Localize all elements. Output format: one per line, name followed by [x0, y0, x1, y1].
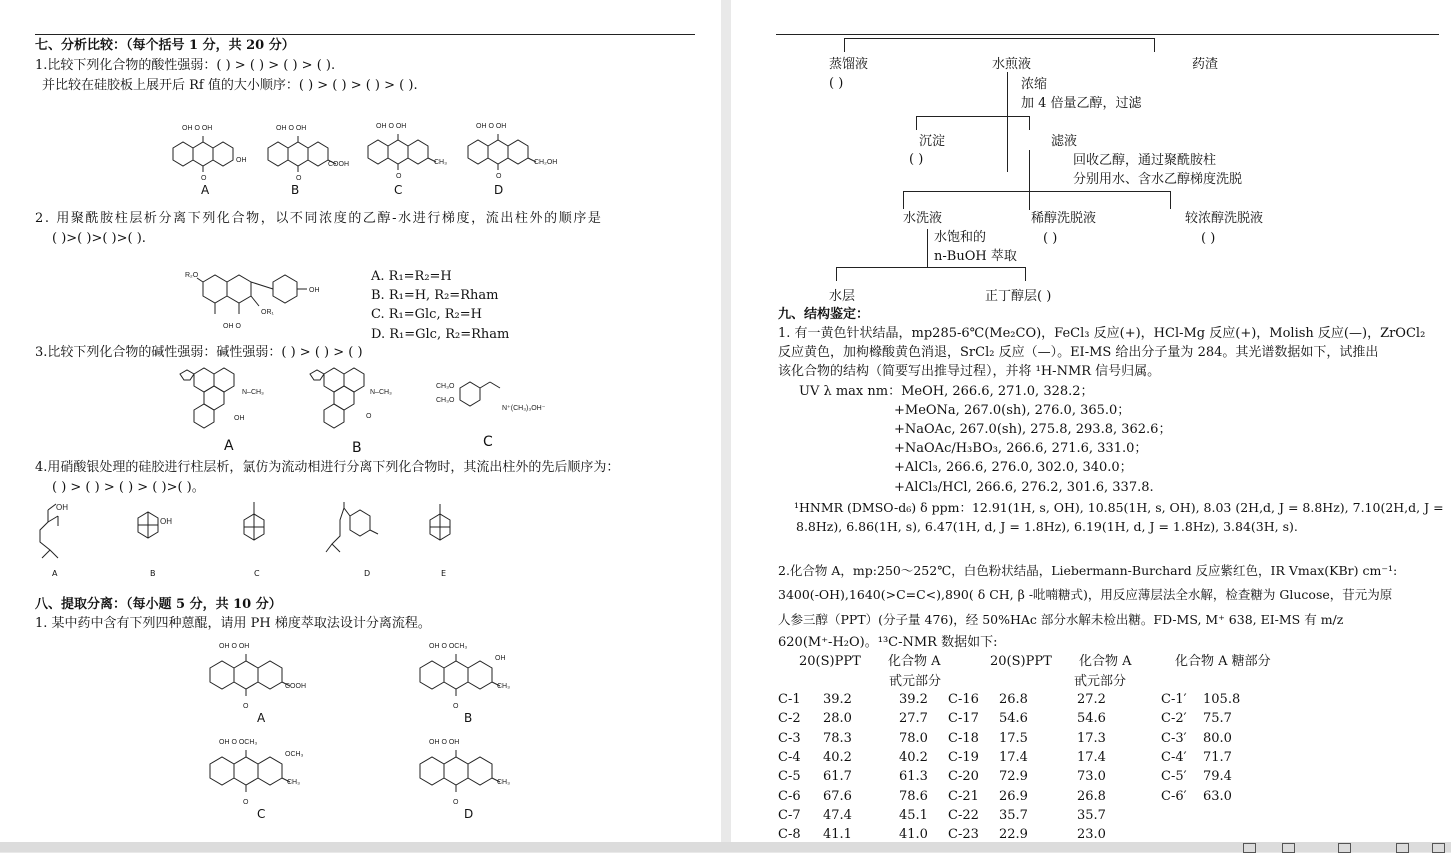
section-7-title: 七、分析比较：（每个括号 1 分，共 20 分）	[35, 38, 295, 53]
svg-text:OH O OCH₃: OH O OCH₃	[429, 643, 468, 650]
table-cell: 17.4	[1077, 749, 1106, 765]
read-mode-icon[interactable]	[1338, 843, 1351, 853]
svg-text:OH O OCH₃: OH O OCH₃	[219, 739, 258, 746]
flow-distillate: 蒸馏液	[829, 57, 869, 72]
uv-line-1: +MeONa, 267.0(sh), 276.0, 365.0；	[894, 403, 1131, 418]
left-page	[0, 0, 721, 852]
q2-line2: ( )>( )>( )>( ).	[52, 231, 146, 246]
uv-line-5: +AlCl₃/HCl, 266.6, 276.2, 301.6, 337.8.	[894, 480, 1154, 495]
svg-text:OH O OH: OH O OH	[376, 123, 407, 130]
table-cell: 71.7	[1203, 749, 1232, 765]
flow-add-ethanol: 加 4 倍量乙醇，过滤	[1021, 96, 1142, 111]
table-cell: C-3′	[1161, 730, 1187, 746]
svg-text:N–CH₃: N–CH₃	[242, 389, 264, 396]
q4-label-a: A	[52, 569, 58, 578]
table-cell: 47.4	[823, 807, 852, 823]
p1-line2: 反应黄色，加枸橼酸黄色消退，SrCl₂ 反应（—）。EI-MS 给出分子量为 284。其光谱数据如下，试推出	[778, 345, 1379, 360]
q4-label-c: C	[254, 569, 260, 578]
nmr-line2: 8.8Hz), 6.86(1H, s), 6.47(1H, d, J = 1.8Hz), 6.19(1H, d, J = 1.8Hz), 3.84(3H, s).	[796, 519, 1298, 534]
table-cell: C-5	[778, 769, 801, 785]
svg-text:O: O	[496, 173, 502, 180]
p2-line4: 620(M⁺-H₂O)。¹³C-NMR 数据如下:	[778, 635, 998, 650]
svg-text:O: O	[243, 703, 249, 710]
q4-label-d: D	[364, 569, 371, 578]
table-cell: 22.9	[999, 827, 1028, 843]
svg-text:O: O	[453, 799, 459, 806]
q4-line2: ( ) > ( ) > ( ) > ( )>( )。	[52, 480, 205, 495]
p2-line2: 3400(-OH),1640(>C=C<),890( δ CH, β -吡喃糖式)，用反应薄层法全水解，检查糖为 Glucose，苷元为原	[778, 587, 1393, 602]
svg-text:OH: OH	[309, 287, 320, 294]
flow-precipitate: 沉淀	[919, 134, 946, 149]
q1-label-a: A	[201, 183, 210, 197]
svg-text:O: O	[453, 703, 459, 710]
nmr-line1: ¹HNMR (DMSO-d₆) δ ppm：12.91(1H, s, OH), 10.85(1H, s, OH), 8.03 (2H,d, J = 8.8Hz), 7.10(2H,d, J =	[794, 500, 1444, 515]
svg-text:O: O	[243, 799, 249, 806]
q4-label-e: E	[441, 569, 447, 578]
flow-sat-water: 水饱和的	[934, 230, 987, 245]
table-cell: 17.5	[999, 730, 1028, 746]
table-cell: 75.7	[1203, 711, 1232, 727]
table-header-sugar: 化合物 A 糖部分	[1175, 654, 1271, 669]
uv-line-3: +NaOAc/H₃BO₃, 266.6, 271.6, 331.0；	[894, 441, 1148, 456]
table-header-a2: 化合物 A	[1079, 654, 1132, 669]
q3-label-a: A	[224, 438, 234, 454]
svg-text:CH₃: CH₃	[434, 159, 447, 166]
flow-butanol-layer: 正丁醇层( )	[985, 289, 1052, 304]
flow-precipitate-blank: ( )	[909, 152, 924, 167]
sec8-label-a: A	[257, 711, 266, 725]
q2-flavonoid-structure	[183, 262, 343, 334]
section-9-title: 九、结构鉴定：	[778, 307, 870, 322]
svg-text:CH₃: CH₃	[497, 683, 510, 690]
table-cell: 40.2	[899, 749, 928, 765]
q3-line: 3.比较下列化合物的碱性强弱：碱性强弱：( ) > ( ) > ( )	[35, 345, 363, 360]
svg-text:R₂O: R₂O	[185, 272, 199, 279]
table-cell: 35.7	[999, 807, 1028, 823]
svg-text:OH: OH	[495, 655, 506, 662]
svg-text:OH O OH: OH O OH	[276, 125, 307, 132]
svg-text:OH O OH: OH O OH	[476, 123, 507, 130]
table-subheader-2: 甙元部分	[1074, 674, 1127, 689]
flow-conc-blank: ( )	[1201, 231, 1216, 246]
q3-label-b: B	[352, 440, 362, 456]
table-cell: 72.9	[999, 769, 1028, 785]
flow-filtrate: 滤液	[1051, 134, 1078, 149]
table-cell: 78.3	[823, 730, 852, 746]
table-cell: 54.6	[1077, 711, 1106, 727]
table-cell: 105.8	[1203, 692, 1241, 707]
table-cell: 78.0	[899, 730, 928, 746]
section-8-q1: 1. 某中药中含有下列四种蒽醌，请用 PH 梯度萃取法设计分离流程。	[35, 616, 431, 631]
table-cell: C-16	[948, 692, 979, 707]
flow-nbuoh: n-BuOH 萃取	[934, 249, 1017, 264]
table-cell: 27.7	[899, 711, 928, 727]
p1-line1: 1. 有一黄色针状结晶，mp285-6℃(Me₂CO)，FeCl₃ 反应(+)，HCl-Mg 反应(+)，Molish 反应(—)，ZrOCl₂	[778, 326, 1426, 341]
svg-text:OH O OH: OH O OH	[182, 125, 213, 132]
q4-terpene-structures	[30, 500, 470, 566]
table-cell: 61.7	[823, 769, 852, 785]
flow-dilute-blank: ( )	[1043, 231, 1058, 246]
uv-line-4: +AlCl₃, 266.6, 276.0, 302.0, 340.0；	[894, 460, 1133, 475]
table-cell: 61.3	[899, 769, 928, 785]
flow-distillate-blank: ( )	[829, 76, 844, 91]
table-cell: 73.0	[1077, 769, 1106, 785]
q1-line2: 并比较在硅胶板上展开后 Rf 值的大小顺序：( ) > ( ) > ( ) > ( ).	[42, 78, 418, 93]
table-cell: 80.0	[1203, 730, 1232, 746]
table-cell: C-2	[778, 711, 801, 727]
table-cell: 40.2	[823, 749, 852, 765]
table-cell: 35.7	[1077, 807, 1106, 823]
table-cell: C-8	[778, 827, 801, 843]
q1-label-d: D	[494, 183, 504, 197]
q2-option-a: A. R₁=R₂=H	[371, 269, 452, 284]
table-cell: 17.3	[1077, 730, 1106, 746]
svg-text:O: O	[201, 175, 207, 182]
svg-text:N–CH₃: N–CH₃	[370, 389, 392, 396]
q2-option-b: B. R₁=H, R₂=Rham	[371, 288, 499, 303]
table-cell: 23.0	[1077, 827, 1106, 843]
table-cell: C-4′	[1161, 749, 1187, 765]
svg-text:OR₁: OR₁	[261, 309, 274, 316]
uv-line-2: +NaOAc, 267.0(sh), 275.8, 293.8, 362.6；	[894, 422, 1172, 437]
q2-option-c: C. R₁=Glc, R₂=H	[371, 307, 482, 322]
flow-water-layer: 水层	[829, 289, 856, 304]
sec8-label-d: D	[464, 807, 474, 821]
q3-alkaloid-structures	[170, 368, 570, 440]
svg-text:OH: OH	[160, 517, 172, 526]
svg-text:N⁺(CH₃)₃OH⁻: N⁺(CH₃)₃OH⁻	[502, 405, 546, 412]
table-cell: C-6′	[1161, 788, 1187, 804]
top-rule	[35, 34, 695, 35]
table-cell: C-18	[948, 730, 979, 746]
table-cell: C-20	[948, 769, 979, 785]
table-cell: 26.8	[1077, 788, 1106, 804]
svg-text:O: O	[296, 175, 302, 182]
table-subheader-1: 甙元部分	[889, 674, 942, 689]
right-page	[731, 0, 1451, 852]
table-cell: C-21	[948, 788, 979, 804]
flow-residue: 药渣	[1192, 57, 1219, 72]
q4-line1: 4.用硝酸银处理的硅胶进行柱层析，氯仿为流动相进行分离下列化合物时，其流出柱外的先后顺序为：	[35, 460, 620, 475]
svg-text:OH: OH	[56, 503, 68, 512]
table-cell: 45.1	[899, 807, 928, 823]
table-cell: C-3	[778, 730, 801, 746]
table-cell: 27.2	[1077, 692, 1106, 707]
table-cell: 67.6	[823, 788, 852, 804]
table-cell: 41.0	[899, 827, 928, 843]
table-cell: 28.0	[823, 711, 852, 727]
sec8-label-c: C	[257, 807, 266, 821]
svg-text:CH₂OH: CH₂OH	[534, 159, 558, 166]
sec8-label-b: B	[464, 711, 473, 725]
table-cell: 39.2	[899, 692, 928, 707]
q3-label-c: C	[483, 434, 493, 450]
page-view-icon[interactable]	[1243, 843, 1256, 853]
table-cell: 39.2	[823, 692, 852, 707]
table-header-ppt2: 20(S)PPT	[990, 654, 1052, 669]
table-cell: C-7	[778, 807, 801, 823]
q1-label-c: C	[394, 183, 403, 197]
table-cell: 79.4	[1203, 769, 1232, 785]
flow-conc-alcohol: 较浓醇洗脱液	[1185, 211, 1264, 226]
svg-text:O: O	[396, 173, 402, 180]
two-page-icon[interactable]	[1282, 843, 1295, 853]
svg-text:CH₃: CH₃	[497, 779, 510, 786]
q2-option-d: D. R₁=Glc, R₂=Rham	[371, 327, 510, 342]
svg-text:OH: OH	[234, 415, 245, 422]
svg-text:CH₃: CH₃	[287, 779, 300, 786]
top-rule	[776, 34, 1439, 35]
web-view-icon[interactable]	[1396, 843, 1409, 853]
svg-text:O: O	[366, 413, 372, 420]
svg-text:OH: OH	[236, 157, 247, 164]
table-cell: C-23	[948, 827, 979, 843]
svg-text:OH O OH: OH O OH	[219, 643, 250, 650]
uv-line-0: UV λ max nm：MeOH, 266.6, 271.0, 328.2；	[799, 384, 1094, 399]
table-cell: 17.4	[999, 749, 1028, 765]
table-header-ppt1: 20(S)PPT	[799, 654, 861, 669]
flow-recover: 回收乙醇，通过聚酰胺柱	[1073, 153, 1217, 168]
p2-line1: 2.化合物 A，mp:250～252℃，白色粉状结晶，Liebermann-Burchard 反应紫红色，IR Vmax(KBr) cm⁻¹:	[778, 563, 1398, 578]
table-cell: C-19	[948, 749, 979, 765]
flow-dilute-alcohol: 稀醇洗脱液	[1031, 211, 1097, 226]
section-8-title: 八、提取分离：（每小题 5 分，共 10 分）	[35, 597, 282, 612]
table-cell: 26.9	[999, 788, 1028, 804]
table-cell: C-1	[778, 692, 801, 707]
table-cell: C-6	[778, 788, 801, 804]
q1-label-b: B	[291, 183, 300, 197]
table-cell: C-22	[948, 807, 979, 823]
q4-label-b: B	[150, 569, 156, 578]
flow-decoction: 水煎液	[992, 57, 1032, 72]
sec8-anthraquinone-structures	[205, 638, 535, 818]
svg-text:OCH₃: OCH₃	[285, 751, 304, 758]
table-cell: 41.1	[823, 827, 852, 843]
svg-text:COOH: COOH	[328, 161, 349, 168]
status-bar	[0, 842, 1451, 852]
table-cell: C-2′	[1161, 711, 1187, 727]
q1-line1: 1.比较下列化合物的酸性强弱：( ) > ( ) > ( ) > ( ).	[35, 58, 336, 73]
table-cell: C-4	[778, 749, 801, 765]
table-cell: C-1′	[1161, 692, 1187, 707]
flow-elute: 分别用水、含水乙醇梯度洗脱	[1073, 172, 1243, 187]
table-cell: C-5′	[1161, 769, 1187, 785]
q2-line1: 2. 用聚酰胺柱层析分离下列化合物，以不同浓度的乙醇-水进行梯度，流出柱外的顺序是	[35, 211, 603, 226]
svg-text:OH O: OH O	[223, 323, 241, 330]
svg-text:OH O OH: OH O OH	[429, 739, 460, 746]
table-cell: 78.6	[899, 788, 928, 804]
outline-icon[interactable]	[1432, 843, 1445, 853]
q1-structures	[168, 118, 578, 182]
flow-water-wash: 水洗液	[903, 211, 943, 226]
table-cell: 63.0	[1203, 788, 1232, 804]
svg-text:COOH: COOH	[285, 683, 306, 690]
table-cell: 26.8	[999, 692, 1028, 707]
svg-text:CH₃O: CH₃O	[436, 397, 455, 404]
table-cell: 54.6	[999, 711, 1028, 727]
flow-concentrate: 浓缩	[1021, 77, 1048, 92]
table-cell: C-17	[948, 711, 979, 727]
p2-line3: 人参三醇（PPT）(分子量 476)，经 50%HAc 部分水解未检出糖。FD-MS, M⁺ 638, EI-MS 有 m/z	[778, 612, 1344, 627]
svg-text:CH₃O: CH₃O	[436, 383, 455, 390]
table-header-a1: 化合物 A	[888, 654, 941, 669]
p1-line3: 该化合物的结构（简要写出推导过程），并将 ¹H-NMR 信号归属。	[778, 364, 1161, 379]
